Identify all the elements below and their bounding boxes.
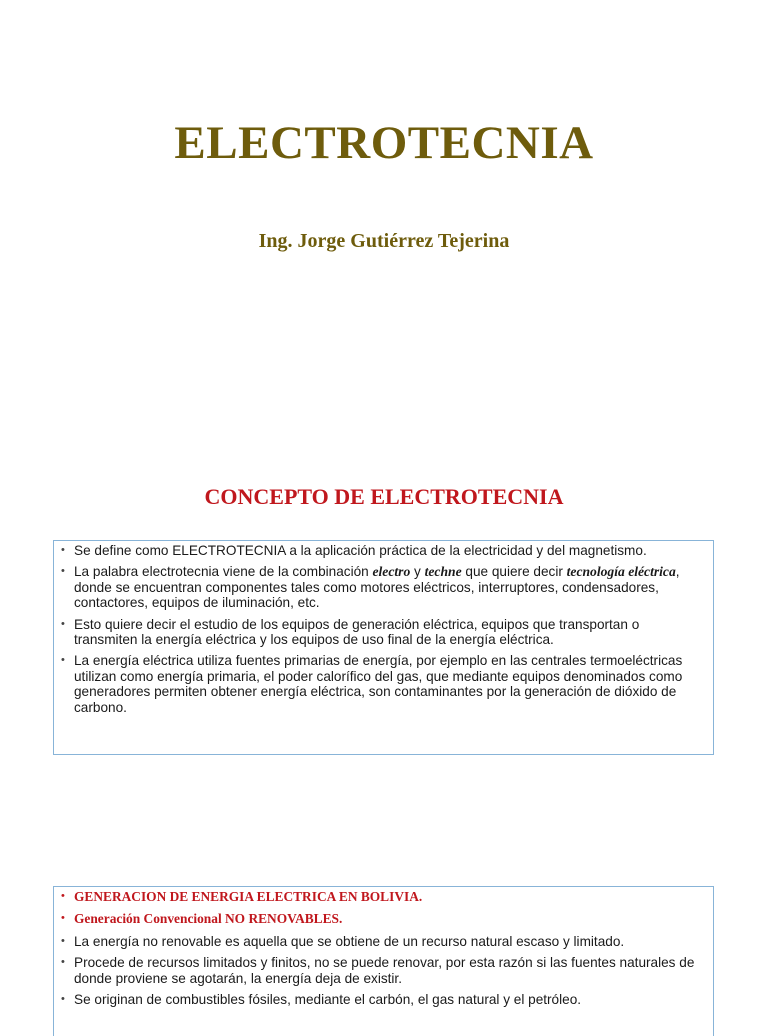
- term-techne: techne: [424, 564, 462, 580]
- bullet-fossil-fuels: • Se originan de combustibles fósiles, mediante el carbón, el gas natural y el petróleo.: [60, 992, 703, 1007]
- etymology-text-3: que quiere decir: [461, 564, 567, 580]
- slide-title: ELECTROTECNIA: [174, 117, 594, 169]
- etymology-text-2: y: [410, 564, 425, 580]
- generation-text-box: [53, 886, 714, 1036]
- bullet-primary-sources: • La energía eléctrica utiliza fuentes primarias de energía, por ejemplo en las centrales termoeléctricas utilizan como energía primaria, el poder calorífico del gas, que mediante equipos denominados como generadores permiten obtener energía eléctrica, son contaminantes por la generación de dióxido de carbono.: [60, 653, 703, 715]
- term-tecnologia-electrica: tecnología eléctrica: [566, 564, 676, 580]
- etymology-text-1: La palabra electrotecnia viene de la combinación: [74, 564, 373, 580]
- bullet-generation-bolivia: • GENERACION DE ENERGIA ELECTRICA EN BOLIVIA.: [60, 889, 703, 904]
- author-name: Ing. Jorge Gutiérrez Tejerina: [258, 230, 510, 252]
- term-electro: electro: [372, 564, 411, 580]
- section-heading: CONCEPTO DE ELECTROTECNIA: [204, 484, 564, 509]
- bullet-limited-resources: • Procede de recursos limitados y finitos, no se puede renovar, por esta razón si las fuentes naturales de donde proviene se agotarán, la energía deja de existir.: [60, 955, 703, 986]
- bullet-study-scope: • Esto quiere decir el estudio de los equipos de generación eléctrica, equipos que transportan o transmiten la energía eléctrica y los equipos de uso final de la energía eléctrica.: [60, 617, 703, 648]
- generation-bullet-list: [60, 889, 703, 1007]
- concept-text-box: [53, 540, 714, 755]
- bullet-non-renewable: • Generación Convencional NO RENOVABLES.: [60, 911, 703, 926]
- concept-bullet-list: [60, 543, 703, 715]
- etymology-text-4: , donde se encuentran componentes tales como motores eléctricos, interruptores, condensadores, contactores, equipos de iluminación, etc.: [74, 564, 680, 611]
- bullet-definition: • Se define como ELECTROTECNIA a la aplicación práctica de la electricidad y del magnetismo.: [60, 543, 703, 558]
- bullet-definition-non-renewable: • La energía no renovable es aquella que se obtiene de un recurso natural escaso y limitado.: [60, 934, 703, 949]
- bullet-etymology: [60, 564, 703, 610]
